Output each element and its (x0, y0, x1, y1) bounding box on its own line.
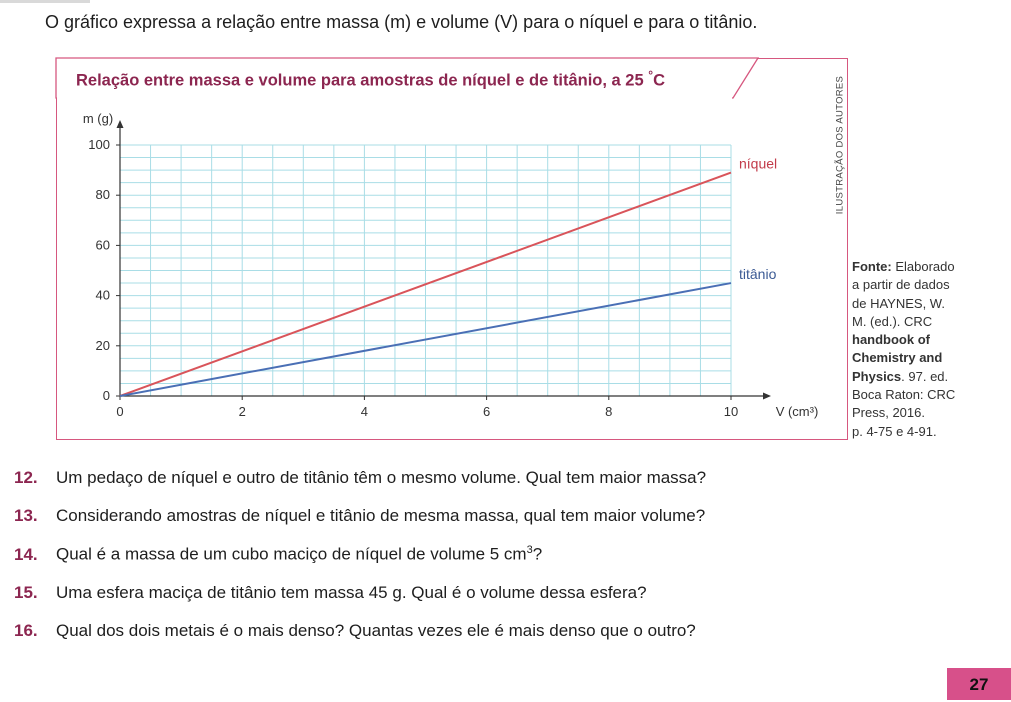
source-line: a partir de dados (852, 277, 950, 293)
source-line: Physics. 97. ed. (852, 368, 949, 384)
question-number: 14. (14, 544, 38, 564)
x-axis-label: V (cm³) (775, 404, 819, 419)
x-tick-label: 4 (360, 404, 369, 419)
x-tick-label: 6 (482, 404, 491, 419)
question-item (14, 506, 705, 526)
series-label: titânio (739, 266, 777, 283)
source-bold: Chemistry and (852, 350, 943, 366)
source-line: Press, 2016. (852, 405, 925, 421)
question-item (14, 468, 706, 488)
intro-text: O gráfico expressa a relação entre massa (m) e volume (V) para o níquel e para o titânio. (45, 12, 758, 32)
source-line: Boca Raton: CRC (852, 387, 956, 403)
question-item: 14. Qual é a massa de um cubo maciço de níquel de volume 5 $cm^3$? (14, 544, 543, 564)
source-line: p. 4-75 e 4-91. (852, 423, 937, 439)
chart-title-text: Relação entre massa e volume para amostras de níquel e de titânio, a 25 (76, 71, 644, 90)
illustration-credit-text: ILUSTRAÇÃO DOS AUTORES (834, 75, 846, 215)
source-line: de HAYNES, W. (852, 295, 945, 311)
chart-source (852, 258, 1002, 441)
source-line (852, 331, 1002, 349)
question-number: 12. (14, 468, 38, 487)
top-divider (0, 0, 90, 3)
question-superscript: 3 (526, 544, 533, 556)
source-line: M. (ed.). CRC (852, 313, 933, 329)
illustration-credit (830, 60, 850, 230)
x-tick-label: 0 (116, 404, 124, 419)
x-tick-label: 2 (238, 404, 246, 419)
chart (56, 100, 819, 430)
source-bold: Physics (852, 368, 902, 384)
chart-title-unit: C (653, 71, 665, 90)
y-tick-label: 100 (88, 137, 110, 152)
question-number: 16. (14, 621, 38, 640)
source-bold: Fonte: (852, 259, 892, 274)
y-axis-label: m (g) (82, 111, 114, 126)
y-tick-label: 20 (95, 337, 110, 353)
question-item (14, 583, 647, 603)
question-item (14, 621, 696, 641)
y-axis-arrow (117, 120, 124, 128)
y-tick-label: 80 (95, 187, 110, 203)
question-number: 15. (14, 583, 38, 602)
source-bold: handbook of (852, 332, 930, 348)
series-label: níquel (739, 155, 778, 172)
y-tick-label: 0 (102, 388, 110, 403)
page-number: 27 (947, 668, 1011, 700)
chart-title (76, 68, 665, 91)
question-text: Considerando amostras de níquel e titânio de mesma massa, qual tem maior volume? (56, 506, 706, 525)
question-text: Qual é a massa de um cubo maciço de níquel de volume 5 cm (56, 544, 527, 564)
source-line (852, 349, 1002, 367)
x-tick-label: 10 (723, 404, 739, 419)
source-line: Fonte: Elaborado (852, 259, 955, 274)
question-text: Uma esfera maciça de titânio tem massa 45 g. Qual é o volume dessa esfera? (56, 583, 647, 602)
chart-title-unit-deg: ° (648, 68, 654, 82)
question-text: Qual dos dois metais é o mais denso? Quantas vezes ele é mais denso que o outro? (56, 621, 696, 640)
x-tick-label: 8 (605, 404, 613, 419)
x-axis-arrow (763, 393, 771, 400)
question-text: Um pedaço de níquel e outro de titânio têm o mesmo volume. Qual tem maior massa? (56, 468, 707, 487)
y-tick-label: 40 (95, 287, 110, 303)
y-tick-label: 60 (95, 237, 110, 253)
question-number: 13. (14, 506, 38, 525)
